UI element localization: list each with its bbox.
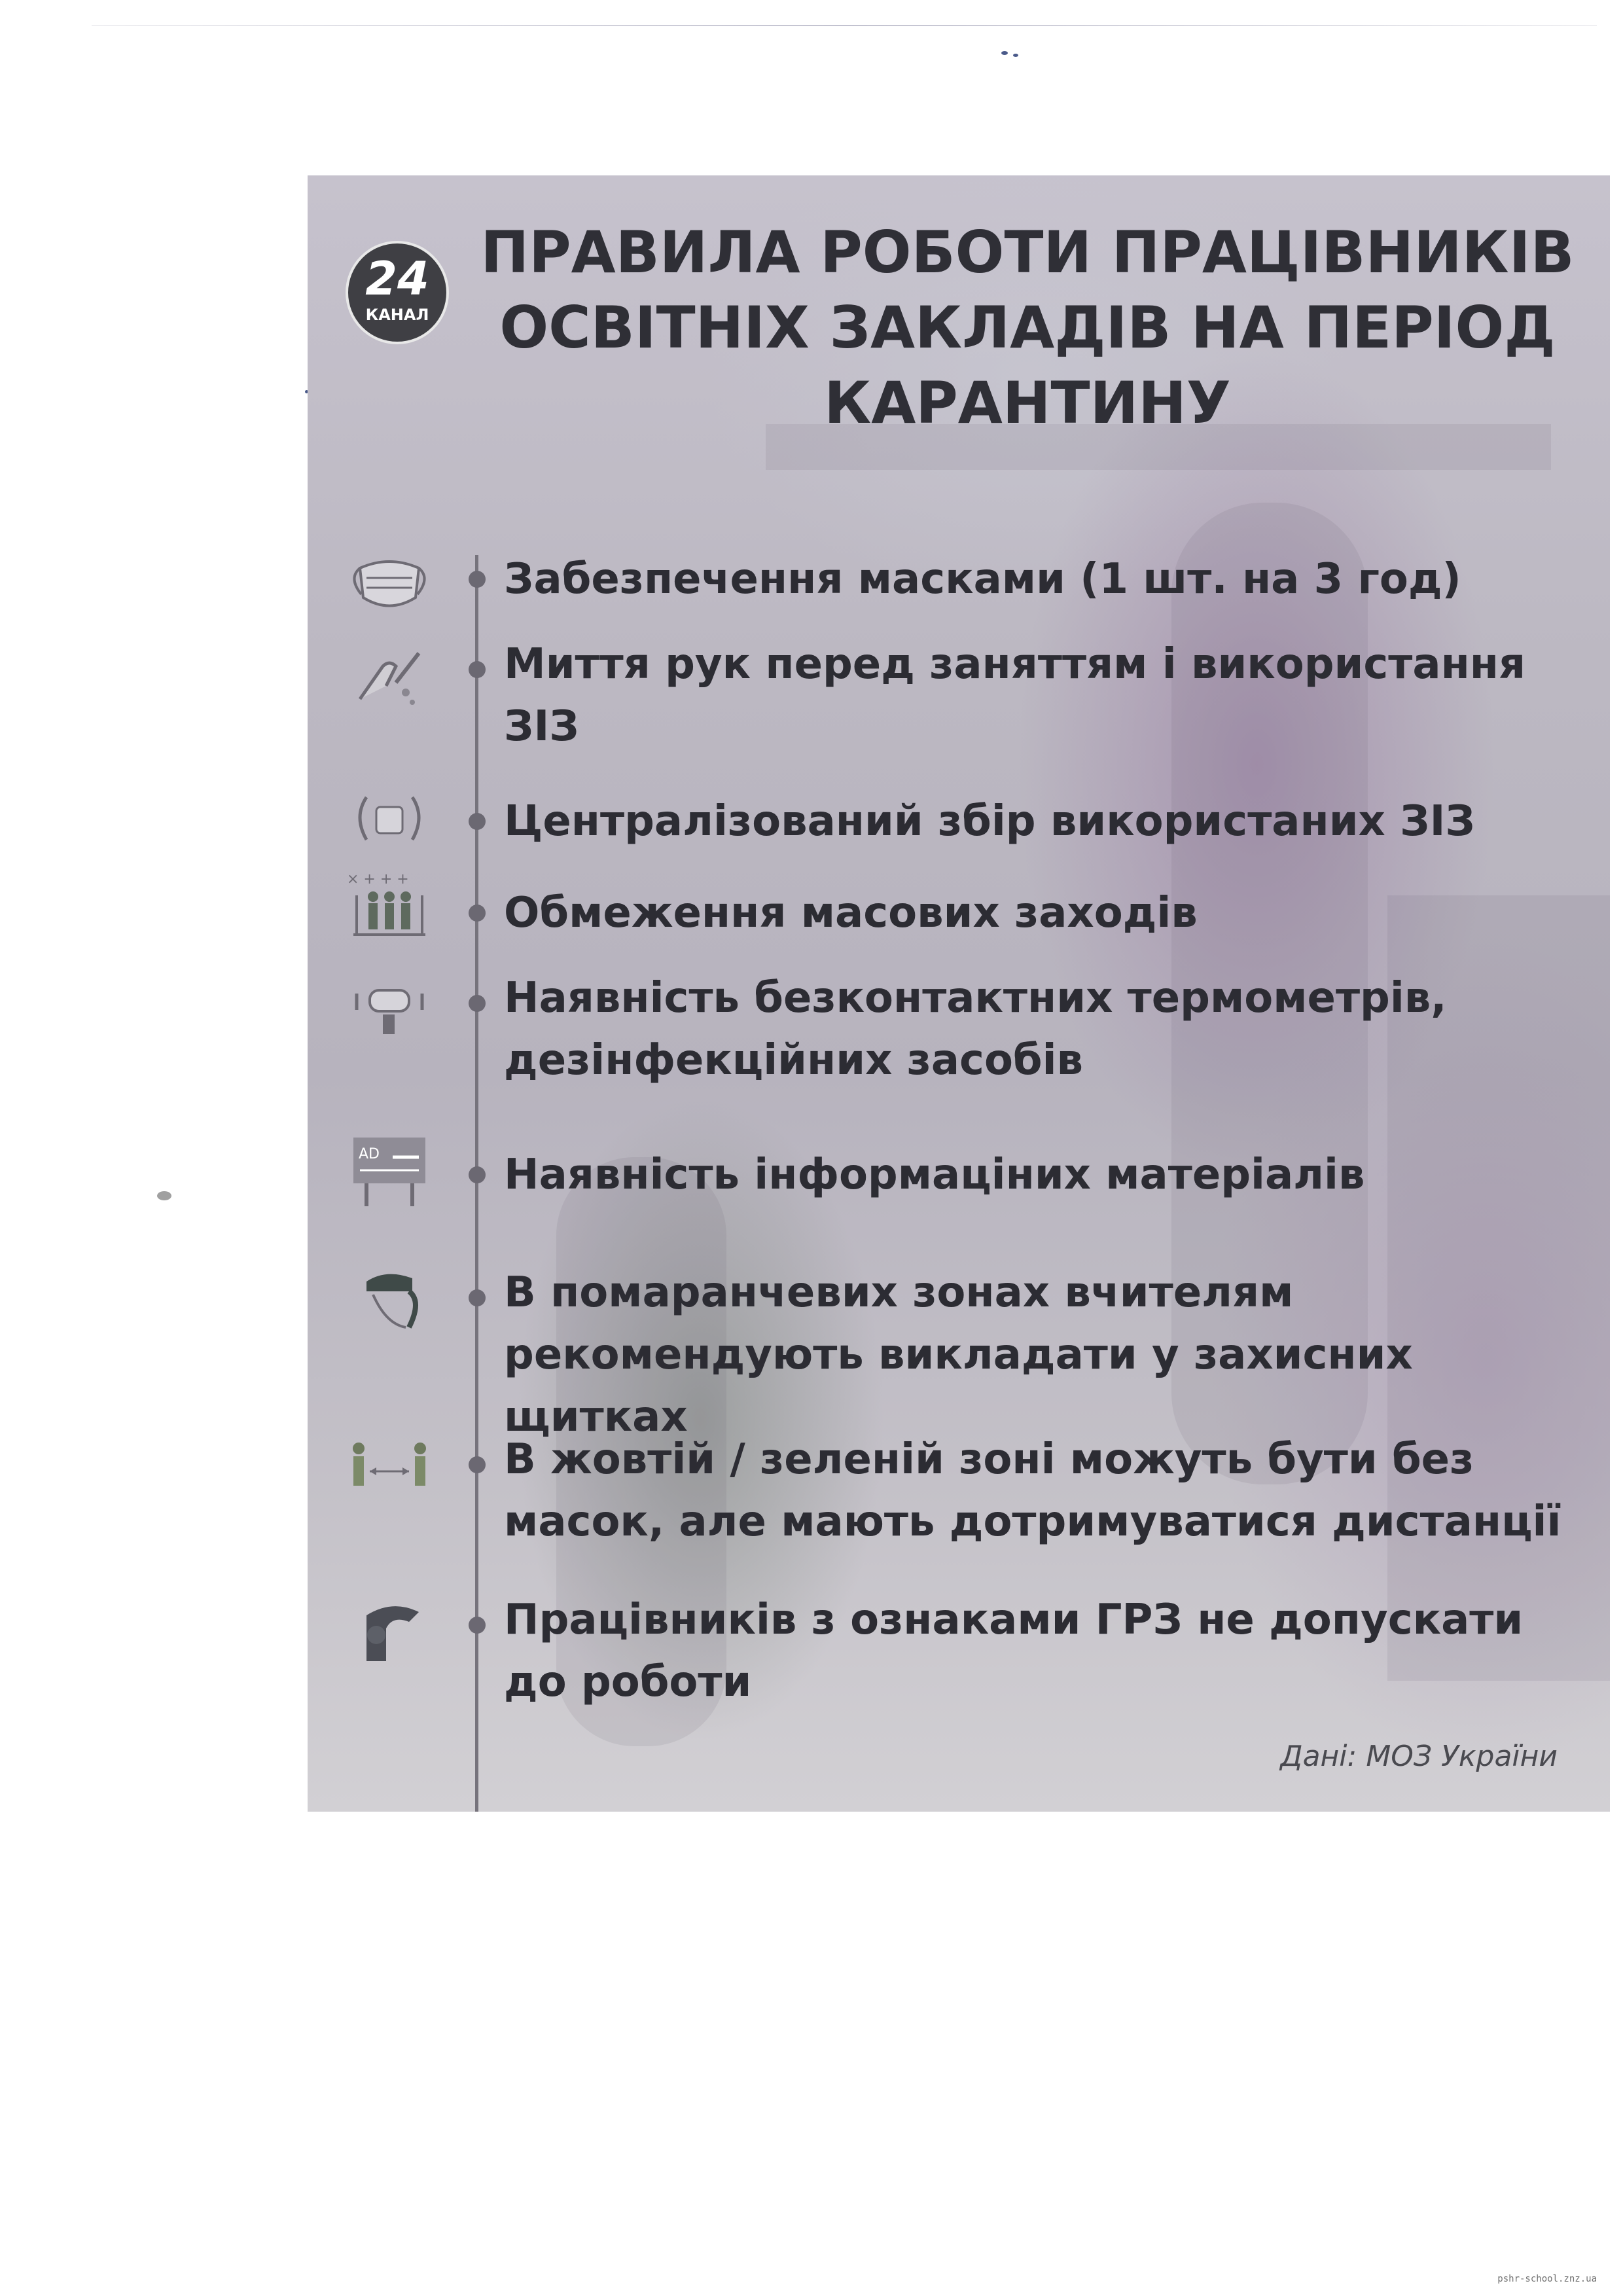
waste-collection-icon [347, 784, 432, 856]
hand-washing-icon [347, 640, 432, 712]
rule-text: Наявність безконтактних термометрів, дезінфекційних засобів [504, 974, 1447, 1085]
thermometer-icon [347, 974, 432, 1046]
social-distance-icon [347, 1435, 432, 1507]
poster-header [308, 175, 1610, 476]
svg-text:× + + +: × + + + [347, 871, 409, 888]
info-board-icon [347, 1131, 432, 1203]
scan-speck [1001, 51, 1008, 55]
scan-speck [1013, 54, 1018, 57]
rule-text: Забезпечення масками (1 шт. на 3 год) [504, 555, 1461, 603]
timeline-dot [469, 1617, 486, 1634]
rule-text: Наявність інформаціних матеріалів [504, 1151, 1365, 1199]
timeline-dot [469, 1289, 486, 1306]
channel-logo [346, 241, 449, 344]
timeline-dot [469, 1456, 486, 1473]
rule-text: Працівників з ознаками ГРЗ не допускати до роботи [504, 1596, 1524, 1706]
timeline-dot [469, 995, 486, 1012]
info-board-badge: AD [359, 1146, 380, 1162]
source-note: Дані: МОЗ України [1280, 1740, 1558, 1773]
logo-word: КАНАЛ [365, 306, 429, 324]
rule-text: Централізований збір використаних ЗІЗ [504, 797, 1475, 846]
timeline-dot [469, 813, 486, 830]
scan-footer-url: pshr-school.znz.ua [1497, 2274, 1597, 2284]
logo-number: 24 [365, 252, 429, 306]
rule-text: В помаранчевих зонах вчителям рекомендують викладати у захисних щитках [504, 1268, 1413, 1441]
scan-edge-line [92, 25, 1597, 26]
poster-title: ПРАВИЛА РОБОТИ ПРАЦІВНИКІВ ОСВІТНІХ ЗАКЛАДІВ НА ПЕРІОД КАРАНТИНУ [480, 219, 1575, 437]
rule-text: В жовтій / зеленій зоні можуть бути без масок, але мають дотримуватися дистанції [504, 1435, 1561, 1546]
face-mask-icon [347, 548, 432, 620]
face-shield-icon [347, 1262, 432, 1334]
rule-text: Обмеження масових заходів [504, 889, 1198, 937]
timeline-dot [469, 661, 486, 678]
rule-text: Миття рук перед заняттям і використання ЗІЗ [504, 640, 1526, 751]
infographic-poster [308, 175, 1610, 1812]
timeline-dot [469, 571, 486, 588]
timeline-dot [469, 1166, 486, 1183]
scan-speck [157, 1191, 171, 1200]
sneeze-icon [347, 1596, 432, 1668]
timeline-dot [469, 905, 486, 922]
crowd-limit-icon [347, 869, 432, 941]
